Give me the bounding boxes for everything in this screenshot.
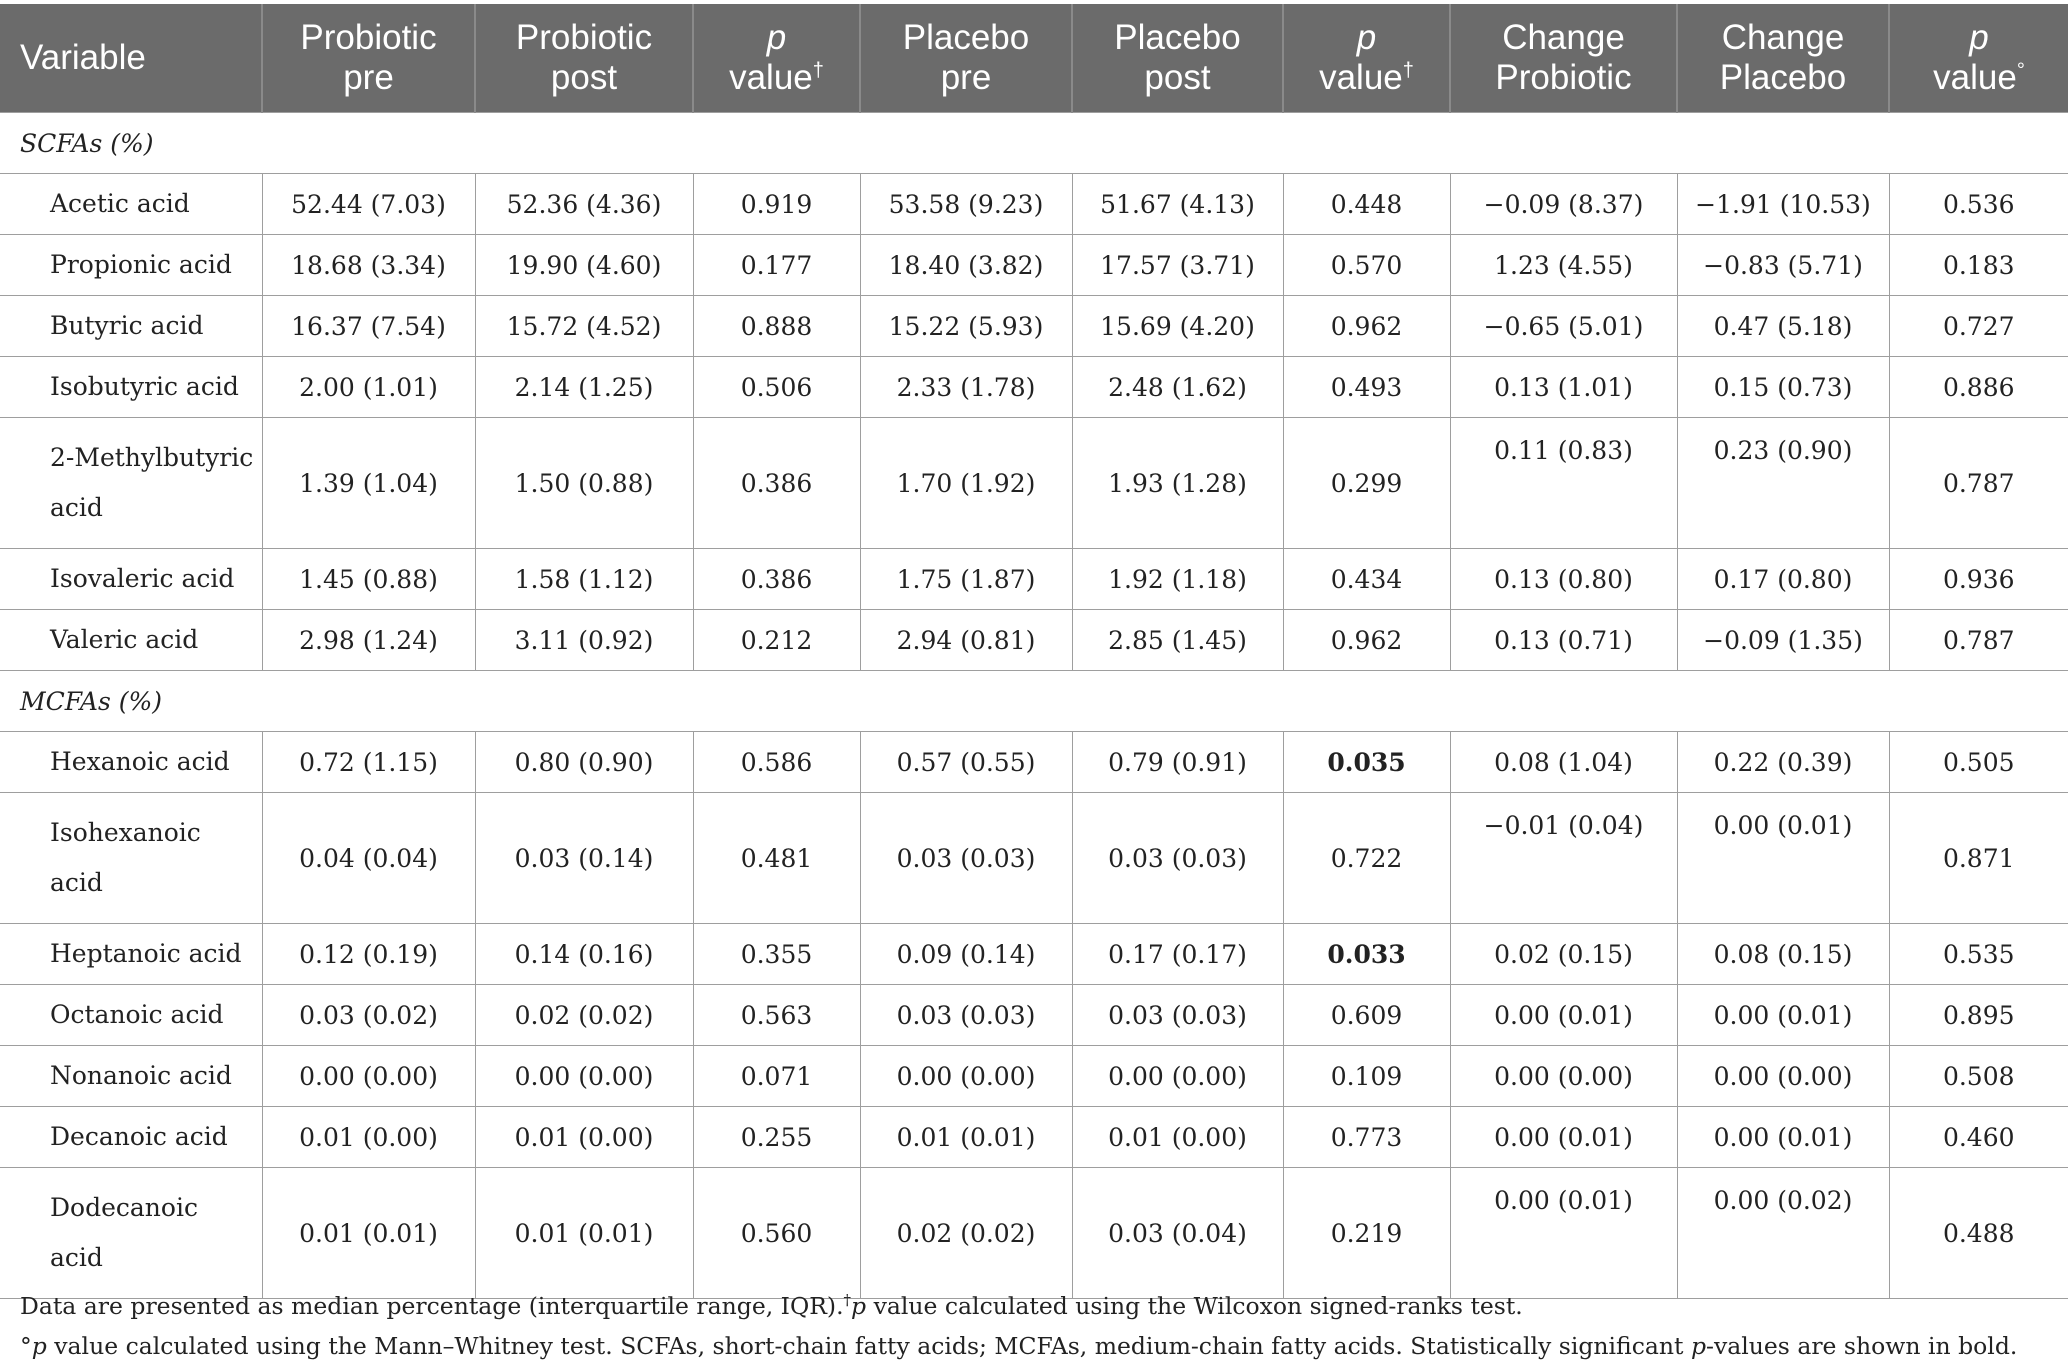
table-row	[0, 357, 2068, 418]
table-cell: 0.02 (0.02)	[475, 985, 693, 1046]
table-cell: 0.01 (0.00)	[475, 1107, 693, 1168]
footnote-text: value calculated using the Wilcoxon signed-ranks test.	[866, 1291, 1523, 1320]
table-cell: 0.481	[693, 793, 860, 924]
table-cell: 0.033	[1283, 924, 1450, 985]
footnote-text: value calculated using the Mann–Whitney test. SCFAs, short-chain fatty acids; MCFAs, medium-chain fatty acids. Statistically significant	[46, 1331, 1691, 1360]
table-cell: 0.035	[1283, 732, 1450, 793]
table-cell: 0.255	[693, 1107, 860, 1168]
table-cell: 0.536	[1889, 174, 2068, 235]
table-cell: 2.33 (1.78)	[860, 357, 1072, 418]
table-cell: 0.071	[693, 1046, 860, 1107]
header-line-2: pre	[940, 58, 992, 97]
variable-name	[0, 357, 262, 418]
variable-label: Nonanoic acid	[50, 1061, 232, 1090]
section-row	[0, 113, 2068, 174]
table-row	[0, 549, 2068, 610]
table-cell: 0.13 (0.71)	[1450, 610, 1677, 671]
variable-label: Hexanoic acid	[50, 747, 230, 776]
table-cell: 0.00 (0.01)	[1450, 1107, 1677, 1168]
table-cell: 0.00 (0.00)	[860, 1046, 1072, 1107]
table-cell: 0.563	[693, 985, 860, 1046]
table-cell: 15.72 (4.52)	[475, 296, 693, 357]
table-cell: 0.03 (0.03)	[860, 793, 1072, 924]
table-cell: 1.39 (1.04)	[262, 418, 475, 549]
table-cell: 0.13 (0.80)	[1450, 549, 1677, 610]
table-cell: 52.36 (4.36)	[475, 174, 693, 235]
table-cell: 0.460	[1889, 1107, 2068, 1168]
table-cell: 0.13 (1.01)	[1450, 357, 1677, 418]
header-line-1: Change	[1502, 18, 1625, 57]
variable-name	[0, 732, 262, 793]
table-row	[0, 418, 2068, 549]
table-cell: 1.23 (4.55)	[1450, 235, 1677, 296]
table-cell: 0.17 (0.17)	[1072, 924, 1283, 985]
table-cell: 1.93 (1.28)	[1072, 418, 1283, 549]
table-cell: −0.65 (5.01)	[1450, 296, 1677, 357]
table-cell: 0.04 (0.04)	[262, 793, 475, 924]
table-cell: 0.962	[1283, 296, 1450, 357]
variable-label: Isobutyric acid	[50, 372, 239, 401]
header-line-1: Variable	[20, 38, 146, 77]
header-mark: †	[812, 59, 824, 82]
table-cell: 0.00 (0.01)	[1450, 1168, 1677, 1299]
variable-label: Valeric acid	[50, 625, 199, 654]
column-header-0	[0, 4, 262, 113]
table-cell: 0.787	[1889, 418, 2068, 549]
variable-name	[0, 1168, 262, 1299]
column-header-8	[1677, 4, 1889, 113]
table-row	[0, 174, 2068, 235]
table-cell: 0.919	[693, 174, 860, 235]
table-cell: 0.08 (1.04)	[1450, 732, 1677, 793]
table-cell: −0.01 (0.04)	[1450, 793, 1677, 924]
footnote-p: p	[31, 1331, 47, 1360]
p-label: p	[1969, 18, 1989, 57]
table-cell: 19.90 (4.60)	[475, 235, 693, 296]
section-title: MCFAs (%)	[0, 671, 2068, 732]
variable-label: Heptanoic acid	[50, 939, 242, 968]
table-cell: 0.00 (0.00)	[1450, 1046, 1677, 1107]
table-cell: 0.508	[1889, 1046, 2068, 1107]
header-line-1: Change	[1721, 18, 1845, 57]
variable-label-line-1: Dodecanoic	[50, 1193, 198, 1222]
table-cell: 2.85 (1.45)	[1072, 610, 1283, 671]
table-cell: 0.00 (0.00)	[475, 1046, 693, 1107]
table-cell: 0.03 (0.03)	[860, 985, 1072, 1046]
table-cell: 0.722	[1283, 793, 1450, 924]
table-cell: −0.09 (8.37)	[1450, 174, 1677, 235]
table-cell: −1.91 (10.53)	[1677, 174, 1889, 235]
table-cell: 0.109	[1283, 1046, 1450, 1107]
variable-label-line-2: acid	[50, 1243, 103, 1272]
variable-label-line-1: 2-Methylbutyric	[50, 443, 254, 472]
column-header-2	[475, 4, 693, 113]
table-row	[0, 793, 2068, 924]
header-mark: °	[2016, 59, 2025, 82]
table-cell: 0.609	[1283, 985, 1450, 1046]
table-cell: 0.09 (0.14)	[860, 924, 1072, 985]
table-cell: 0.01 (0.01)	[860, 1107, 1072, 1168]
table-cell: 0.448	[1283, 174, 1450, 235]
table-cell: 0.01 (0.01)	[262, 1168, 475, 1299]
table-cell: 0.02 (0.02)	[860, 1168, 1072, 1299]
table-cell: 2.98 (1.24)	[262, 610, 475, 671]
table-cell: 15.69 (4.20)	[1072, 296, 1283, 357]
variable-label-line-2: acid	[50, 493, 103, 522]
table-cell: 2.48 (1.62)	[1072, 357, 1283, 418]
footnote-mark: †	[843, 1291, 852, 1309]
header-value-label: value	[729, 58, 813, 97]
table-cell: 15.22 (5.93)	[860, 296, 1072, 357]
header-line-1: Placebo	[902, 18, 1030, 57]
table-cell: 0.22 (0.39)	[1677, 732, 1889, 793]
variable-name	[0, 296, 262, 357]
table-cell: 0.12 (0.19)	[262, 924, 475, 985]
variable-name	[0, 610, 262, 671]
header-line-2: Placebo	[1719, 58, 1847, 97]
table-cell: 17.57 (3.71)	[1072, 235, 1283, 296]
column-header-9	[1889, 4, 2068, 113]
table-cell: 0.355	[693, 924, 860, 985]
variable-name	[0, 418, 262, 549]
table-cell: 53.58 (9.23)	[860, 174, 1072, 235]
table-cell: 0.01 (0.00)	[1072, 1107, 1283, 1168]
results-table-wrapper	[0, 4, 2068, 1299]
column-header-7	[1450, 4, 1677, 113]
table-cell: 0.871	[1889, 793, 2068, 924]
header-value-label: value	[1933, 58, 2017, 97]
table-cell: 0.219	[1283, 1168, 1450, 1299]
table-row	[0, 1046, 2068, 1107]
table-cell: 3.11 (0.92)	[475, 610, 693, 671]
variable-label-line-1: Isohexanoic	[50, 818, 201, 847]
header-value-label: value	[1319, 58, 1403, 97]
table-cell: 0.03 (0.02)	[262, 985, 475, 1046]
table-cell: 0.386	[693, 549, 860, 610]
table-row	[0, 985, 2068, 1046]
footnote-p: p	[851, 1291, 867, 1320]
table-cell: −0.83 (5.71)	[1677, 235, 1889, 296]
table-cell: 0.299	[1283, 418, 1450, 549]
footnote-p: p	[1690, 1331, 1706, 1360]
variable-label: Octanoic acid	[50, 1000, 224, 1029]
table-cell: 0.14 (0.16)	[475, 924, 693, 985]
table-cell: 0.11 (0.83)	[1450, 418, 1677, 549]
table-cell: 0.03 (0.14)	[475, 793, 693, 924]
table-cell: 0.03 (0.03)	[1072, 985, 1283, 1046]
table-cell: 0.505	[1889, 732, 2068, 793]
variable-name	[0, 235, 262, 296]
table-cell: 0.01 (0.01)	[475, 1168, 693, 1299]
table-cell: 0.00 (0.00)	[262, 1046, 475, 1107]
table-cell: 2.14 (1.25)	[475, 357, 693, 418]
table-cell: 16.37 (7.54)	[262, 296, 475, 357]
table-cell: 0.47 (5.18)	[1677, 296, 1889, 357]
table-cell: 0.936	[1889, 549, 2068, 610]
variable-label: Acetic acid	[50, 189, 190, 218]
table-cell: 0.15 (0.73)	[1677, 357, 1889, 418]
table-cell: 0.80 (0.90)	[475, 732, 693, 793]
footnote-line-2	[20, 1326, 2050, 1366]
table-cell: 0.183	[1889, 235, 2068, 296]
table-cell: 0.01 (0.00)	[262, 1107, 475, 1168]
table-cell: 0.57 (0.55)	[860, 732, 1072, 793]
variable-name	[0, 549, 262, 610]
table-cell: 1.92 (1.18)	[1072, 549, 1283, 610]
table-footnote	[20, 1280, 2050, 1366]
variable-name	[0, 793, 262, 924]
table-header	[0, 4, 2068, 113]
column-header-4	[860, 4, 1072, 113]
table-cell: 0.787	[1889, 610, 2068, 671]
table-cell: 52.44 (7.03)	[262, 174, 475, 235]
variable-label: Isovaleric acid	[50, 564, 235, 593]
table-cell: 0.177	[693, 235, 860, 296]
table-cell: 1.75 (1.87)	[860, 549, 1072, 610]
table-cell: 0.00 (0.01)	[1677, 1107, 1889, 1168]
footnote-text: Data are presented as median percentage (interquartile range, IQR).	[20, 1291, 844, 1320]
table-cell: 0.00 (0.01)	[1450, 985, 1677, 1046]
table-cell: 18.68 (3.34)	[262, 235, 475, 296]
table-cell: 1.70 (1.92)	[860, 418, 1072, 549]
table-cell: 1.45 (0.88)	[262, 549, 475, 610]
table-cell: 0.00 (0.01)	[1677, 985, 1889, 1046]
table-cell: 1.50 (0.88)	[475, 418, 693, 549]
table-cell: 0.212	[693, 610, 860, 671]
table-row	[0, 732, 2068, 793]
table-cell: 0.00 (0.00)	[1072, 1046, 1283, 1107]
column-header-5	[1072, 4, 1283, 113]
footnote-line-1	[20, 1280, 2050, 1326]
table-cell: −0.09 (1.35)	[1677, 610, 1889, 671]
variable-name	[0, 174, 262, 235]
table-cell: 0.72 (1.15)	[262, 732, 475, 793]
column-header-1	[262, 4, 475, 113]
table-cell: 0.493	[1283, 357, 1450, 418]
table-cell: 0.962	[1283, 610, 1450, 671]
table-cell: 0.570	[1283, 235, 1450, 296]
table-cell: 0.886	[1889, 357, 2068, 418]
variable-name	[0, 1107, 262, 1168]
table-cell: 0.895	[1889, 985, 2068, 1046]
column-header-3	[693, 4, 860, 113]
variable-label: Decanoic acid	[50, 1122, 228, 1151]
table-cell: 0.00 (0.02)	[1677, 1168, 1889, 1299]
table-cell: 0.773	[1283, 1107, 1450, 1168]
fatty-acids-table	[0, 4, 2068, 1299]
table-cell: 0.488	[1889, 1168, 2068, 1299]
header-mark: †	[1402, 59, 1414, 82]
header-line-2: pre	[343, 58, 394, 97]
table-row	[0, 296, 2068, 357]
table-cell: 0.02 (0.15)	[1450, 924, 1677, 985]
section-row	[0, 671, 2068, 732]
footnote-mark: °	[20, 1331, 32, 1360]
table-cell: 0.434	[1283, 549, 1450, 610]
table-row	[0, 1168, 2068, 1299]
header-row	[0, 4, 2068, 113]
table-row	[0, 924, 2068, 985]
variable-label: Butyric acid	[50, 311, 204, 340]
header-line-2: Probiotic	[1495, 58, 1632, 97]
table-cell: 18.40 (3.82)	[860, 235, 1072, 296]
column-header-6	[1283, 4, 1450, 113]
variable-label-line-2: acid	[50, 868, 103, 897]
table-cell: 0.586	[693, 732, 860, 793]
table-cell: 1.58 (1.12)	[475, 549, 693, 610]
section-title: SCFAs (%)	[0, 113, 2068, 174]
table-cell: 0.560	[693, 1168, 860, 1299]
table-cell: 0.79 (0.91)	[1072, 732, 1283, 793]
header-line-2: post	[1144, 58, 1211, 97]
header-line-2: post	[550, 58, 618, 97]
header-line-1: Placebo	[1114, 18, 1241, 57]
table-cell: 0.535	[1889, 924, 2068, 985]
table-cell: 0.506	[693, 357, 860, 418]
table-cell: 0.17 (0.80)	[1677, 549, 1889, 610]
table-cell: 0.00 (0.00)	[1677, 1046, 1889, 1107]
table-cell: 0.03 (0.04)	[1072, 1168, 1283, 1299]
variable-name	[0, 1046, 262, 1107]
table-cell: 2.00 (1.01)	[262, 357, 475, 418]
table-cell: 2.94 (0.81)	[860, 610, 1072, 671]
table-row	[0, 235, 2068, 296]
header-line-1: Probiotic	[300, 18, 437, 57]
p-label: p	[1356, 18, 1377, 57]
table-row	[0, 610, 2068, 671]
header-line-1: Probiotic	[515, 18, 653, 57]
p-label: p	[766, 18, 787, 57]
table-cell: 0.23 (0.90)	[1677, 418, 1889, 549]
table-cell: 0.888	[693, 296, 860, 357]
table-cell: 0.03 (0.03)	[1072, 793, 1283, 924]
table-cell: 0.727	[1889, 296, 2068, 357]
table-cell: 0.00 (0.01)	[1677, 793, 1889, 924]
table-cell: 51.67 (4.13)	[1072, 174, 1283, 235]
table-cell: 0.386	[693, 418, 860, 549]
variable-name	[0, 924, 262, 985]
table-row	[0, 1107, 2068, 1168]
variable-name	[0, 985, 262, 1046]
table-body	[0, 113, 2068, 1299]
table-cell: 0.08 (0.15)	[1677, 924, 1889, 985]
variable-label: Propionic acid	[50, 250, 232, 279]
footnote-text: -values are shown in bold.	[1706, 1331, 2018, 1360]
